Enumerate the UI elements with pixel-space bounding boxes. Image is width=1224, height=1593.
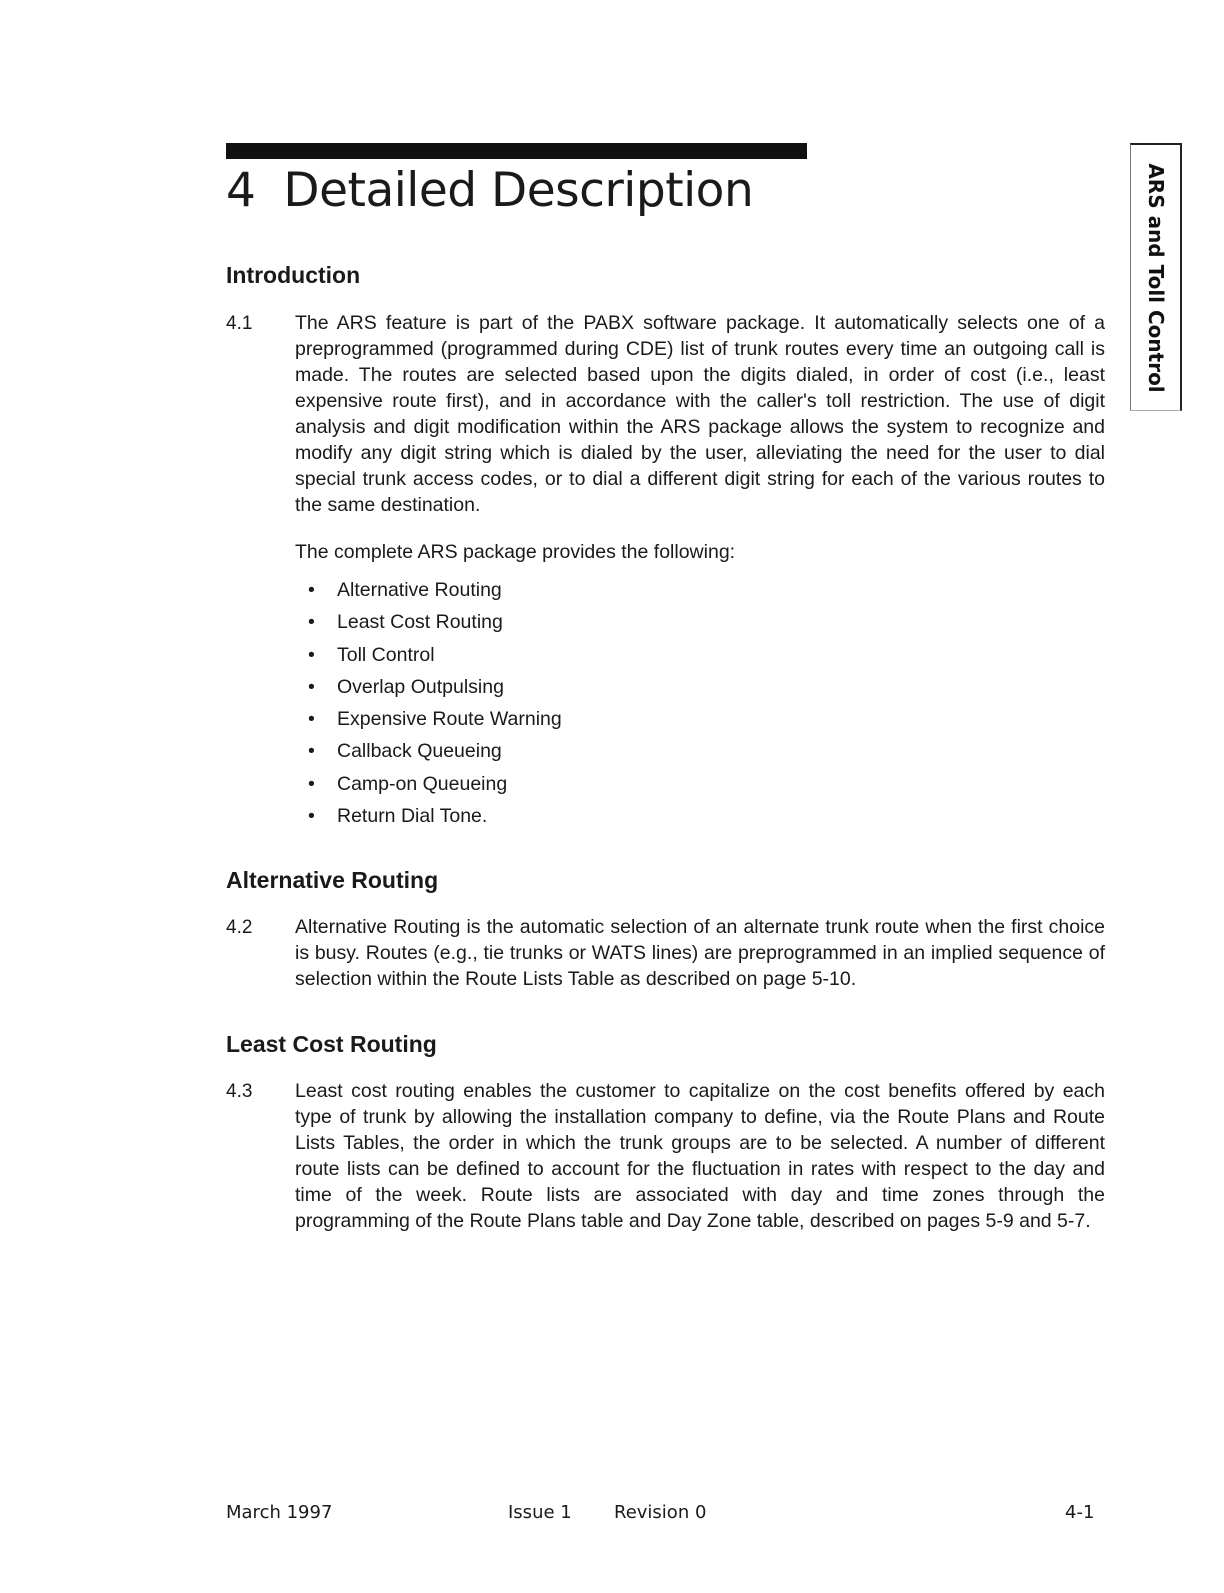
list-item: • Callback Queueing <box>308 740 502 763</box>
paragraph-number-4-1: 4.1 <box>226 313 253 334</box>
least-cost-routing-paragraph: Least cost routing enables the customer to capitalize on the cost benefits offered by each type of trunk by allowing the installation company to define, via the Route Plans and Route Lists Tables, the order in which the trunk groups are to be selected. A number of different route lists can be defined to account for the fluctuation in rates with respect to the day and time of the week. Route lists are associated with day and time zones through the programming of the Route Plans table and Day Zone table, described on pages 5-9 and 5-7. <box>295 1080 1105 1232</box>
section-side-tab <box>1130 143 1182 411</box>
footer-date: March 1997 <box>226 1502 333 1523</box>
list-item: • Return Dial Tone. <box>308 805 488 828</box>
footer-page-number: 4-1 <box>1065 1502 1095 1523</box>
list-item: • Least Cost Routing <box>308 611 503 634</box>
list-item: • Overlap Outpulsing <box>308 675 504 698</box>
least-cost-routing-heading: Least Cost Routing <box>226 1031 437 1057</box>
alternative-routing-heading: Alternative Routing <box>226 867 439 893</box>
ars-feature-list <box>295 575 562 833</box>
alternative-routing-paragraph: Alternative Routing is the automatic selection of an alternate trunk route when the first choice is busy. Routes (e.g., tie trunks or WATS lines) are preprogrammed in an implied sequence of selection within the Route Lists Table as described on page 5-10. <box>295 916 1105 990</box>
footer-issue: Issue 1 <box>508 1502 572 1523</box>
introduction-heading: Introduction <box>226 262 361 288</box>
chapter-top-rule <box>226 143 807 159</box>
paragraph-number-4-2: 4.2 <box>226 917 253 938</box>
list-item: • Camp-on Queueing <box>308 772 508 795</box>
ars-package-intro: The complete ARS package provides the following: <box>295 541 736 563</box>
chapter-title-text: Detailed Description <box>283 163 754 218</box>
footer-revision: Revision 0 <box>614 1502 707 1523</box>
list-item: • Expensive Route Warning <box>308 708 562 731</box>
paragraph-number-4-3: 4.3 <box>226 1081 253 1102</box>
list-item: • Toll Control <box>308 643 435 666</box>
chapter-title <box>226 163 753 218</box>
list-item: • Alternative Routing <box>308 579 502 601</box>
chapter-number: 4 <box>226 163 256 218</box>
side-tab-label: ARS and Toll Control <box>1143 162 1168 393</box>
introduction-paragraph: The ARS feature is part of the PABX software package. It automatically selects one of a preprogrammed (programmed during CDE) list of trunk routes every time an outgoing call is made. The routes are selected based upon the digits dialed, in order of cost (i.e., least expensive route first), and in accordance with the caller's toll restriction. The use of digit analysis and digit modification within the ARS package allows the system to recognize and modify any digit string which is dialed by the user, alleviating the need for the user to dial special trunk access codes, or to dial a different digit string for each of the various routes to the same destination. <box>295 312 1105 516</box>
